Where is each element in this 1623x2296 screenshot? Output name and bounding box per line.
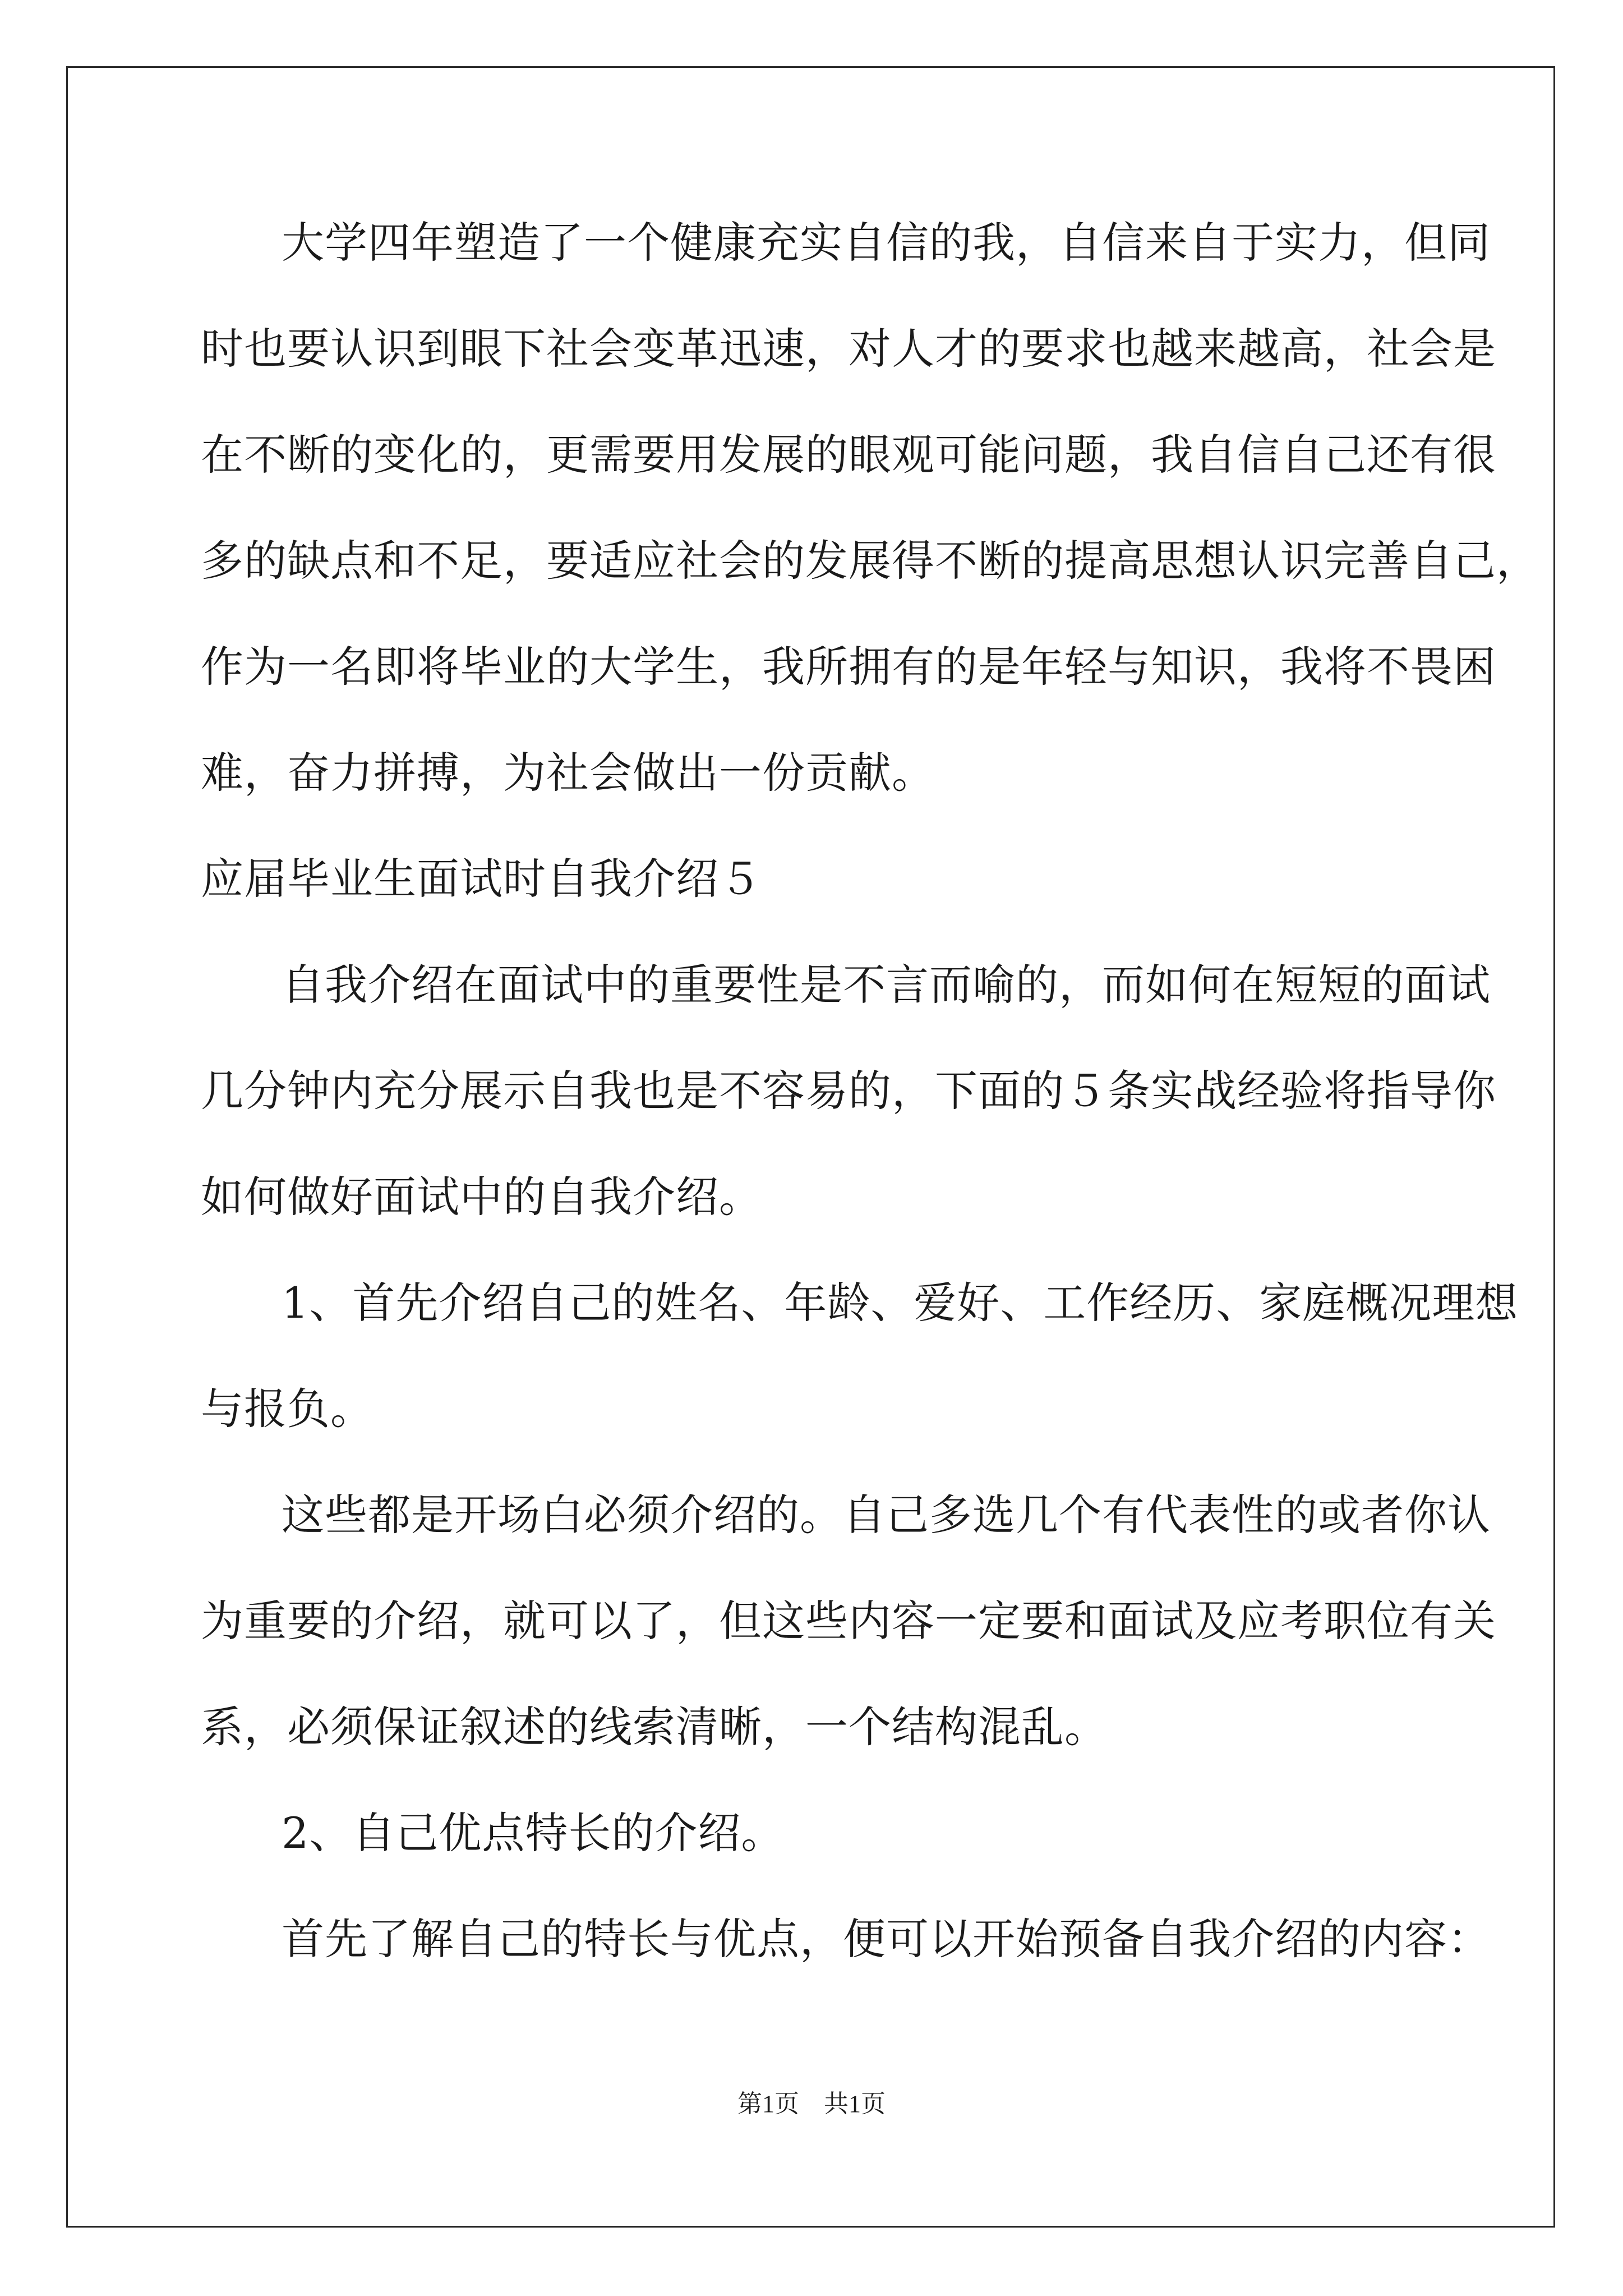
paragraph-line: 多的缺点和不足，要适应社会的发展得不断的提高思想认识完善自己， bbox=[201, 536, 1539, 586]
page-footer bbox=[0, 2090, 1623, 2118]
paragraph-line: 与报负。 bbox=[201, 1384, 374, 1434]
section-heading: 应届毕业生面试时自我介绍５ bbox=[201, 854, 762, 904]
paragraph-line: 系，必须保证叙述的线索清晰，一个结构混乱。 bbox=[201, 1702, 1108, 1752]
page-total: 共1页 bbox=[824, 2090, 886, 2118]
paragraph-line: 首先了解自己的特长与优点，便可以开始预备自我介绍的内容： bbox=[282, 1914, 1491, 1964]
paragraph-line: 大学四年塑造了一个健康充实自信的我，自信来自于实力，但同 bbox=[282, 218, 1491, 268]
paragraph-line: 时也要认识到眼下社会变革迅速，对人才的要求也越来越高，社会是 bbox=[201, 324, 1496, 374]
document-body bbox=[201, 218, 1539, 2024]
paragraph-line: 1、首先介绍自己的姓名、年龄、爱好、工作经历、家庭概况理想 bbox=[282, 1278, 1519, 1328]
paragraph-line: 在不断的变化的，更需要用发展的眼观可能问题，我自信自己还有很 bbox=[201, 430, 1496, 480]
paragraph-line: 自我介绍在面试中的重要性是不言而喻的，而如何在短短的面试 bbox=[282, 960, 1491, 1010]
paragraph-line: 几分钟内充分展示自我也是不容易的，下面的５条实战经验将指导你 bbox=[201, 1066, 1496, 1116]
paragraph-line: 难，奋力拼搏，为社会做出一份贡献。 bbox=[201, 748, 935, 798]
paragraph-line: 为重要的介绍，就可以了，但这些内容一定要和面试及应考职位有关 bbox=[201, 1596, 1496, 1646]
paragraph-line: 作为一名即将毕业的大学生，我所拥有的是年轻与知识，我将不畏困 bbox=[201, 642, 1496, 692]
paragraph-line: 如何做好面试中的自我介绍。 bbox=[201, 1172, 762, 1222]
paragraph-line: 2、自己优点特长的介绍。 bbox=[282, 1808, 785, 1858]
page-number: 第1页 bbox=[737, 2090, 799, 2118]
paragraph-line: 这些都是开场白必须介绍的。自己多选几个有代表性的或者你认 bbox=[282, 1490, 1491, 1540]
